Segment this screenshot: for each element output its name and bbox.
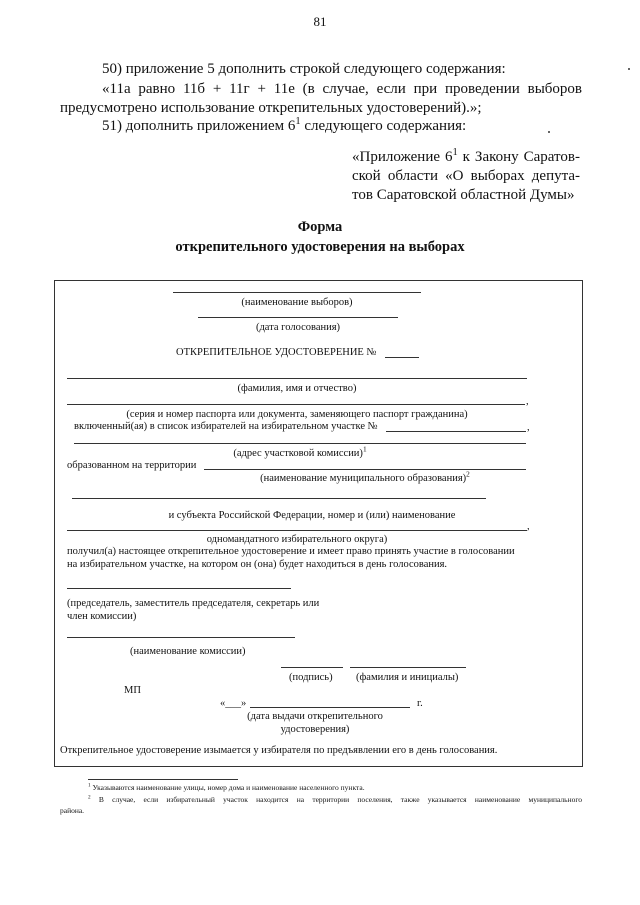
year-label: г.	[417, 698, 423, 709]
commission-name-line	[67, 637, 295, 638]
comma: ,	[526, 396, 529, 407]
signature-line	[281, 667, 343, 668]
chair-caption-2: член комиссии)	[67, 611, 137, 622]
full-name-caption: (фамилия, имя и отчество)	[237, 383, 357, 394]
footnote-separator	[88, 779, 238, 780]
footnote-2: $^2$ В случае, если избирательный участок находится на территории поселения, также указывается наименование муниципального	[88, 794, 582, 804]
full-name-line	[67, 378, 527, 379]
received-line-2: на избирательном участке, на котором он (она) будет находиться в день голосования.	[67, 559, 448, 570]
election-name-line	[173, 292, 421, 293]
precinct-number-line	[386, 431, 526, 432]
formed-on-label: образованном на территории	[67, 460, 197, 471]
commission-address-line	[74, 443, 526, 444]
paragraph-50: 50) приложение 5 дополнить строкой следующего содержания:	[102, 61, 506, 77]
voting-date-caption: (дата голосования)	[255, 322, 341, 333]
chair-line	[67, 588, 291, 589]
municipality-caption: (наименование муниципального образования)$^2$	[260, 469, 470, 484]
issue-date-line	[250, 707, 410, 708]
signature-caption: (подпись)	[289, 672, 333, 683]
issue-date-caption-2: удостоверения)	[280, 724, 350, 735]
scan-dot	[548, 131, 550, 133]
received-line-1: получил(а) настоящее открепительное удостоверение и имеет право принять участие в голосовании	[67, 546, 515, 557]
commission-name-caption: (наименование комиссии)	[130, 646, 246, 657]
certificate-number-line	[385, 357, 419, 358]
comma: ,	[527, 422, 530, 433]
commission-address-caption: (адрес участковой комиссии)$^1$	[233, 444, 367, 459]
formula-line-1: «11а равно 11б + 11г + 11е (в случае, если при проведении выборов	[102, 81, 582, 97]
certificate-number-label: ОТКРЕПИТЕЛЬНОЕ УДОСТОВЕРЕНИЕ №	[176, 347, 377, 358]
subject-line	[72, 498, 486, 499]
district-caption: одномандатного избирательного округа)	[206, 534, 388, 545]
issue-date-caption-1: (дата выдачи открепительного	[247, 711, 383, 722]
form-title: Форма открепительного удостоверения на выборах	[175, 219, 465, 255]
surname-line	[350, 667, 466, 668]
scan-dot	[628, 68, 630, 70]
surname-initials-caption: (фамилия и инициалы)	[356, 672, 459, 683]
district-line	[67, 530, 527, 531]
page-number: 81	[313, 14, 327, 29]
issue-day-label: «___»	[220, 698, 247, 709]
comma: ,	[527, 521, 530, 532]
passport-caption: (серия и номер паспорта или документа, заменяющего паспорт гражданина)	[126, 409, 468, 420]
appendix-reference: «Приложение $6^1$ к Закону Саратов- ской области «О выборах депута- тов Саратовской областной Думы»	[352, 147, 580, 203]
chair-caption-1: (председатель, заместитель председателя, секретарь или	[67, 598, 320, 609]
territory-line	[204, 469, 526, 470]
subject-caption: и субъекта Российской Федерации, номер и (или) наименование	[168, 510, 456, 521]
passport-line	[67, 404, 525, 405]
voting-date-line	[198, 317, 398, 318]
formula-line-2: предусмотрено использование открепительных удостоверений).»;	[60, 100, 482, 116]
footnote-1: $^1$ Указываются наименование улицы, номер дома и наименование населенного пункта.	[88, 782, 365, 792]
paragraph-51: 51) дополнить приложением $6^1$ следующего содержания:	[102, 116, 467, 134]
election-name-caption: (наименование выборов)	[241, 297, 353, 308]
seal-label: МП	[124, 685, 141, 696]
withdrawn-note: Открепительное удостоверение изымается у избирателя по предъявлении его в день голосования.	[60, 745, 498, 756]
included-label: включенный(ая) в список избирателей на избирательном участке №	[74, 421, 378, 432]
footnote-2-continuation: района.	[60, 806, 85, 815]
